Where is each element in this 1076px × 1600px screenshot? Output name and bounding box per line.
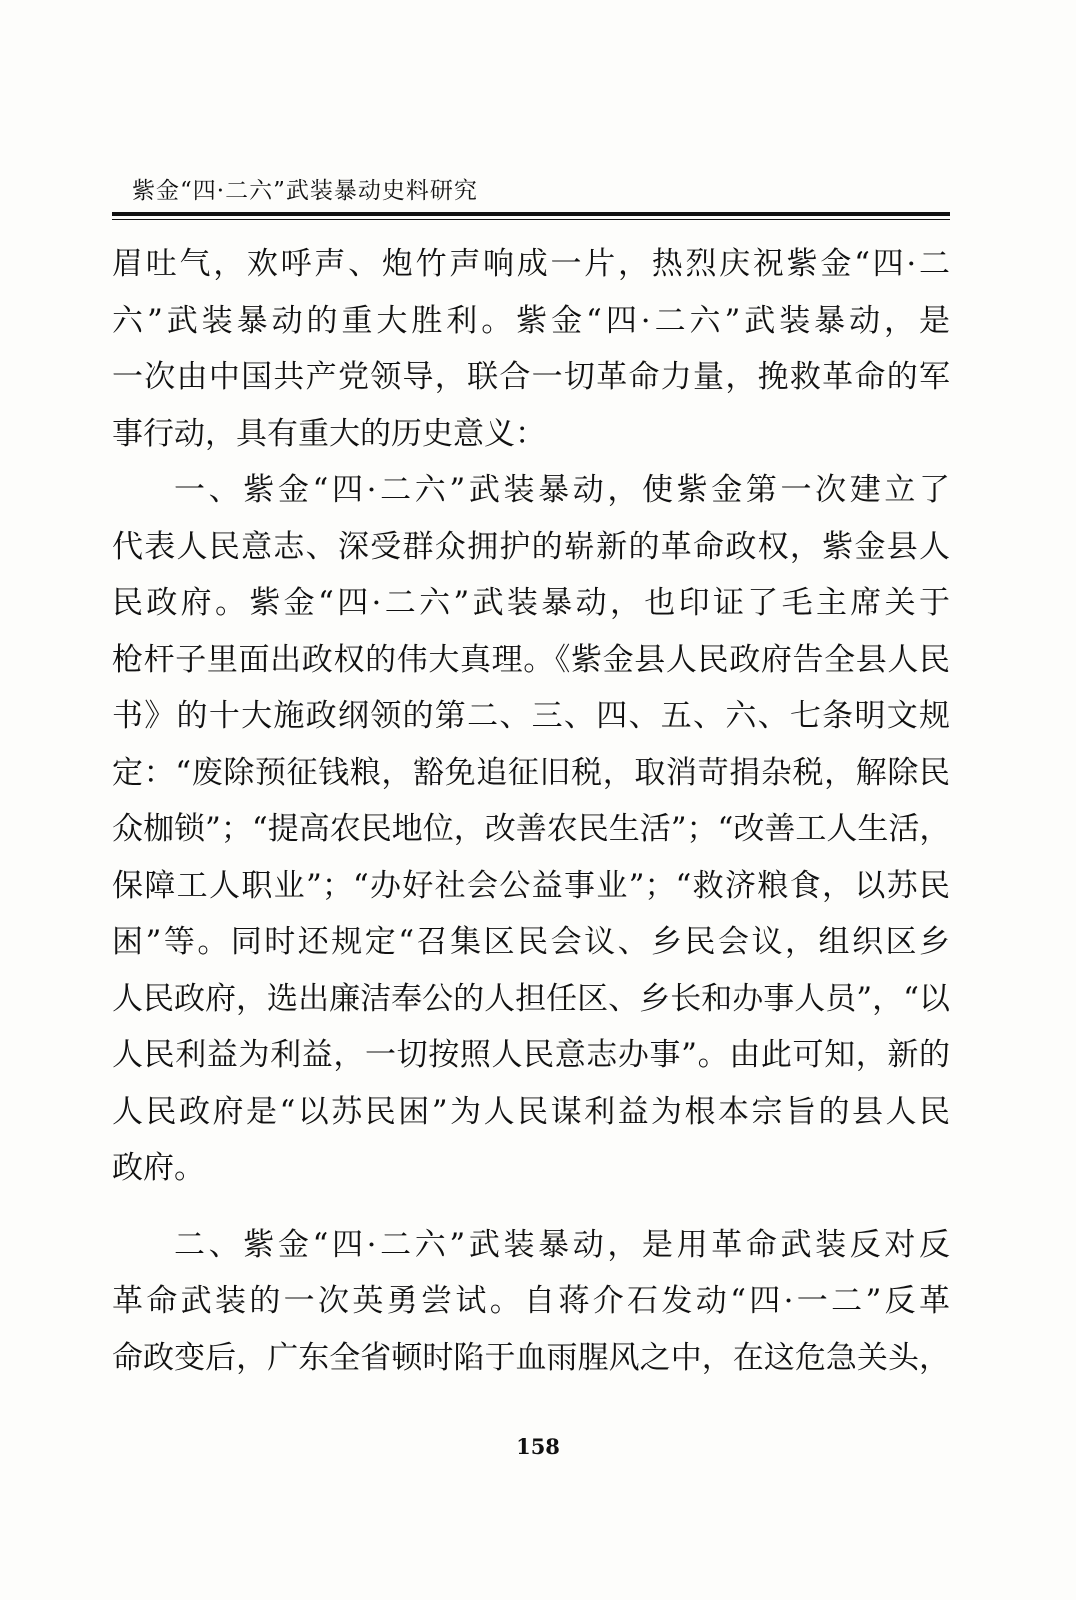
text-line: 保障工人职业”；“办好社会公益事业”；“救济粮食，以苏民 (112, 867, 950, 904)
paragraph-two (112, 1217, 950, 1387)
text-line: 眉吐气，欢呼声、炮竹声响成一片，热烈庆祝紫金“四·二 (112, 246, 950, 282)
text-line: 政府。 (112, 1150, 205, 1186)
text-line: 众枷锁”；“提高农民地位，改善农民生活”；“改善工人生活， (112, 811, 950, 847)
text-line: 一、紫金“四·二六”武装暴动，使紫金第一次建立了 (174, 472, 950, 508)
text-line: 人民利益为利益，一切按照人民意志办事”。由此可知，新的 (112, 1037, 950, 1073)
text-line: 人民政府，选出廉洁奉公的人担任区、乡长和办事人员”，“以 (112, 980, 950, 1017)
page-number: 158 (516, 1434, 560, 1459)
running-head-title: 紫金“四·二六”武装暴动史料研究 (132, 178, 478, 204)
paragraph-one (112, 462, 950, 1197)
text-line: 书》的十大施政纲领的第二、三、四、五、六、七条明文规 (112, 698, 950, 734)
text-line: 革命武装的一次英勇尝试。自蒋介石发动“四·一二”反革 (112, 1283, 950, 1319)
body-text (112, 236, 950, 1386)
text-line: 人民政府是“以苏民困”为人民谋利益为根本宗旨的县人民 (112, 1093, 950, 1130)
paragraph-gap (112, 1197, 950, 1217)
paragraph-continued (112, 236, 950, 462)
text-line: 民政府。紫金“四·二六”武装暴动，也印证了毛主席关于 (112, 585, 950, 621)
header-rule-thick (112, 212, 950, 216)
text-line: 定：“废除预征钱粮，豁免追征旧税，取消苛捐杂税，解除民 (112, 754, 950, 791)
text-line: 枪杆子里面出政权的伟大真理。《紫金县人民政府告全县人民 (112, 641, 950, 678)
text-line: 六”武装暴动的重大胜利。紫金“四·二六”武装暴动，是 (112, 302, 950, 339)
text-line: 困”等。同时还规定“召集区民会议、乡民会议，组织区乡 (112, 924, 950, 960)
text-line: 事行动，具有重大的历史意义： (112, 415, 546, 452)
text-line: 代表人民意志、深受群众拥护的崭新的革命政权，紫金县人 (112, 528, 950, 565)
text-line: 命政变后，广东全省顿时陷于血雨腥风之中，在这危急关头， (112, 1339, 950, 1376)
header-rule-thin (112, 219, 950, 220)
text-line: 二、紫金“四·二六”武装暴动，是用革命武装反对反 (174, 1226, 950, 1263)
text-line: 一次由中国共产党领导，联合一切革命力量，挽救革命的军 (112, 359, 950, 395)
